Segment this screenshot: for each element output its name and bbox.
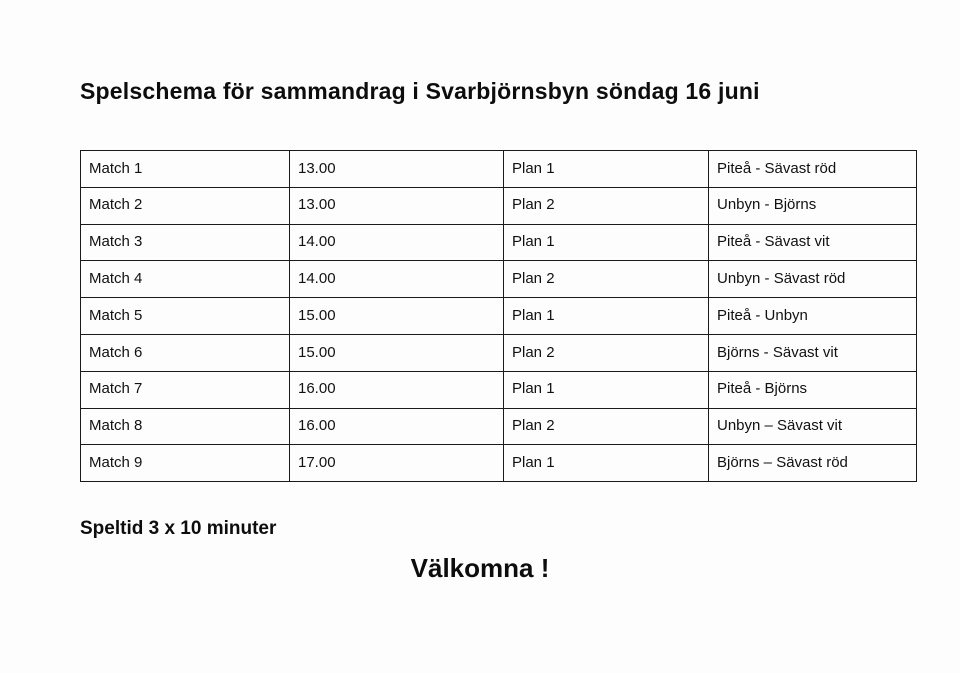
table-row [81, 224, 917, 261]
cell-field: Plan 1 [504, 151, 709, 188]
cell-field: Plan 1 [504, 224, 709, 261]
cell-time: 16.00 [290, 408, 504, 445]
cell-teams: Piteå - Unbyn [709, 298, 917, 335]
cell-match: Match 9 [81, 445, 290, 482]
cell-teams: Björns - Sävast vit [709, 334, 917, 371]
cell-field: Plan 2 [504, 408, 709, 445]
cell-time: 17.00 [290, 445, 504, 482]
match-schedule-table [80, 150, 917, 482]
cell-teams: Unbyn - Sävast röd [709, 261, 917, 298]
cell-match: Match 1 [81, 151, 290, 188]
cell-time: 14.00 [290, 224, 504, 261]
table-row [81, 187, 917, 224]
cell-match: Match 3 [81, 224, 290, 261]
cell-time: 13.00 [290, 187, 504, 224]
cell-match: Match 5 [81, 298, 290, 335]
match-schedule-body [81, 151, 917, 482]
cell-field: Plan 1 [504, 298, 709, 335]
cell-match: Match 7 [81, 371, 290, 408]
cell-match: Match 6 [81, 334, 290, 371]
table-row [81, 445, 917, 482]
welcome-note: Välkomna ! [410, 553, 550, 583]
cell-match: Match 8 [81, 408, 290, 445]
cell-time: 13.00 [290, 151, 504, 188]
cell-field: Plan 2 [504, 261, 709, 298]
cell-time: 16.00 [290, 371, 504, 408]
cell-time: 15.00 [290, 298, 504, 335]
cell-teams: Unbyn – Sävast vit [709, 408, 917, 445]
cell-time: 14.00 [290, 261, 504, 298]
cell-time: 15.00 [290, 334, 504, 371]
cell-teams: Björns – Sävast röd [709, 445, 917, 482]
table-row [81, 151, 917, 188]
playtime-note: Speltid 3 x 10 minuter [80, 518, 277, 539]
cell-field: Plan 2 [504, 334, 709, 371]
cell-match: Match 2 [81, 187, 290, 224]
cell-teams: Piteå - Sävast röd [709, 151, 917, 188]
cell-teams: Piteå - Björns [709, 371, 917, 408]
cell-match: Match 4 [81, 261, 290, 298]
table-row [81, 298, 917, 335]
cell-field: Plan 1 [504, 371, 709, 408]
table-row [81, 371, 917, 408]
table-row [81, 408, 917, 445]
table-row [81, 334, 917, 371]
cell-field: Plan 2 [504, 187, 709, 224]
cell-teams: Piteå - Sävast vit [709, 224, 917, 261]
cell-teams: Unbyn - Björns [709, 187, 917, 224]
page-title: Spelschema för sammandrag i Svarbjörnsbyn söndag 16 juni [80, 78, 760, 104]
table-row [81, 261, 917, 298]
cell-field: Plan 1 [504, 445, 709, 482]
